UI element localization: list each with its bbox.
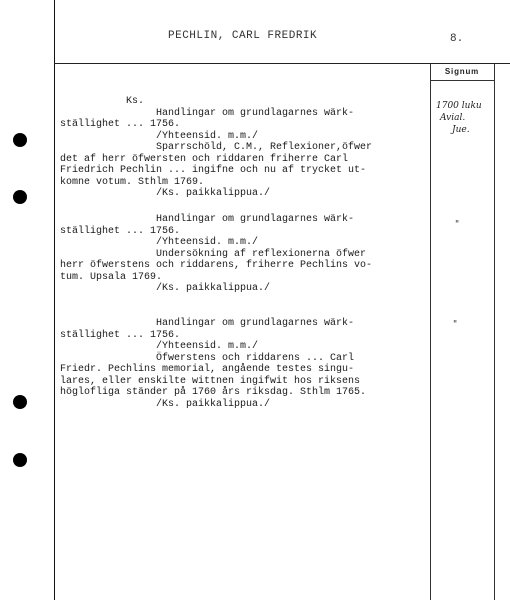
entry-line: lares, eller enskilte wittnen ingifwit hos riksens	[60, 375, 361, 387]
punch-hole	[13, 190, 27, 204]
handwritten-note: Jue.	[452, 125, 470, 135]
entry-line: det af herr öfwersten och riddaren friherre Carl	[60, 153, 349, 165]
entry-line: herr öfwerstens och riddarens, friherre Pechlins vo-	[60, 260, 373, 271]
entry-line: /Yhteensid. m.m./	[60, 130, 259, 142]
entry-line: ställighet ... 1756.	[60, 225, 181, 237]
entry-line: Handlingar om grundlagarnes wärk-	[60, 318, 355, 329]
entry-line: Sparrschöld, C.M., Reflexioner,öfwer	[60, 142, 373, 153]
punch-hole	[13, 453, 27, 467]
entry-line: /Ks. paikkalippua./	[60, 188, 271, 199]
handwritten-note: Avial.	[440, 113, 466, 123]
entry-line: ställighet ... 1756.	[60, 329, 181, 341]
ditto-mark: "	[455, 220, 460, 230]
entry-line: /Ks. paikkalippua./	[60, 398, 271, 410]
left-rule	[54, 64, 55, 600]
entry-line: Friedr. Pechlins memorial, angående testes singu-	[60, 364, 355, 375]
entry-line: Handlingar om grundlagarnes wärk-	[60, 214, 355, 225]
punch-hole	[13, 395, 27, 409]
punch-hole	[13, 133, 27, 147]
entry-line: tum. Upsala 1769.	[60, 271, 163, 283]
catalog-entry	[60, 214, 430, 295]
signum-label: Signum	[444, 67, 480, 76]
header-rule	[54, 63, 510, 64]
entry-line: /Yhteensid. m.m./	[60, 237, 259, 248]
entry-line: ställighet ... 1756.	[60, 119, 181, 130]
catalog-entry	[60, 318, 430, 410]
left-rule-top	[54, 0, 55, 64]
catalog-entry	[60, 96, 430, 200]
entry-line: Friedrich Pechlin ... ingifne och nu af trycket ut-	[60, 165, 367, 176]
card-number: 8.	[450, 33, 464, 45]
entry-line: Ks.	[60, 96, 145, 107]
entry-line: komne votum. Sthlm 1769.	[60, 176, 205, 188]
author-heading: PECHLIN, CARL FREDRIK	[168, 30, 318, 42]
entry-line: höglofliga ständer på 1760 års riksdag. Sthlm 1765.	[60, 387, 367, 398]
handwritten-note: 1700 luku	[436, 101, 482, 111]
signum-header-rule	[430, 80, 494, 81]
entry-line: /Ks. paikkalippua./	[60, 283, 271, 294]
signum-column-rule	[430, 64, 431, 600]
entry-line: Öfwerstens och riddarens ... Carl	[60, 352, 355, 364]
ditto-mark: "	[453, 320, 458, 330]
entry-line: /Yhteensid. m.m./	[60, 341, 259, 352]
entry-line: Handlingar om grundlagarnes wärk-	[60, 107, 355, 119]
right-rule	[494, 64, 495, 600]
entry-line: Undersökning af reflexionerna öfwer	[60, 248, 367, 260]
